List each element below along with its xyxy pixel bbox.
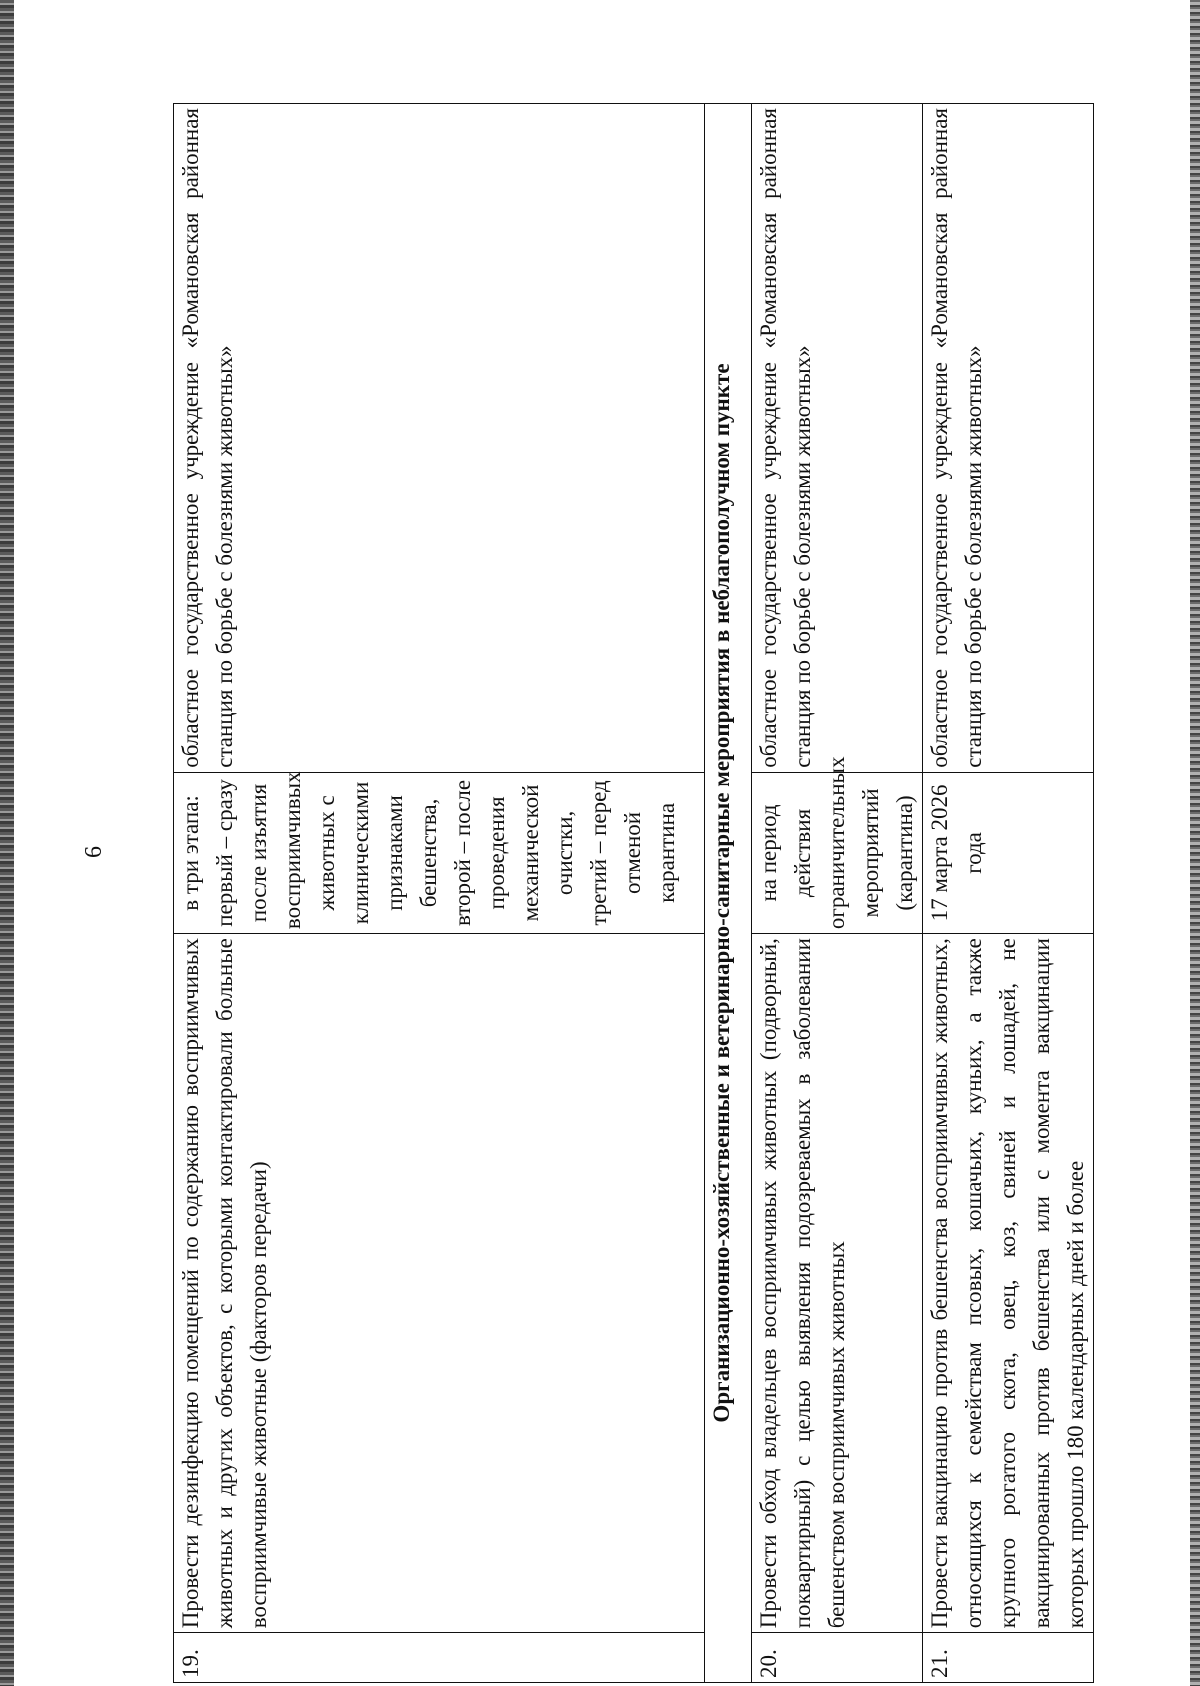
row-action: Провести обход владельцев восприимчивых животных (подворный, поквартирный) с целью выявления подозреваемых в заболевании бешенством восприимчивых животных — [752, 934, 923, 1633]
row-responsible: областное государственное учреждение «Романовская районная станция по борьбе с болезнями животных» — [923, 104, 1094, 773]
row-term: в три этапа: первый – сразу после изъятия восприимчивых животных с клиническими признаками бешенства, второй – после проведения механической очистки, третий – перед отменой карантина — [174, 772, 705, 933]
table-row — [752, 104, 923, 1683]
measures-table-container — [173, 103, 1088, 1683]
scan-edge-left — [0, 0, 14, 1686]
row-responsible: областное государственное учреждение «Романовская районная станция по борьбе с болезнями животных» — [174, 104, 705, 773]
row-action: Провести дезинфекцию помещений по содержанию восприимчивых животных и других объектов, с которыми контактировали больные восприимчивые животные (факторов передачи) — [174, 934, 705, 1633]
section-row — [705, 104, 752, 1683]
section-heading: Организационно-хозяйственные и ветеринарно-санитарные мероприятия в неблагополучном пункте — [705, 104, 752, 1683]
row-number: 19. — [174, 1633, 705, 1683]
row-term: 17 марта 2026 года — [923, 772, 1094, 933]
measures-table — [173, 103, 1094, 1683]
row-number: 20. — [752, 1633, 923, 1683]
row-number: 21. — [923, 1633, 1094, 1683]
table-row — [923, 104, 1094, 1683]
row-action: Провести вакцинацию против бешенства восприимчивых животных, относящихся к семействам псовых, кошачьих, куньих, а также крупного рогатого скота, овец, коз, свиней и лошадей, не вакцинированных против бешенства или с момента вакцинации которых прошло 180 календарных дней и более — [923, 934, 1094, 1633]
table-row — [174, 104, 705, 1683]
page-number: 6 — [81, 846, 107, 858]
row-responsible: областное государственное учреждение «Романовская районная станция по борьбе с болезнями животных» — [752, 104, 923, 773]
row-term: на период действия ограничительных мероприятий (карантина) — [752, 772, 923, 933]
scan-edge-right — [1190, 0, 1200, 1686]
